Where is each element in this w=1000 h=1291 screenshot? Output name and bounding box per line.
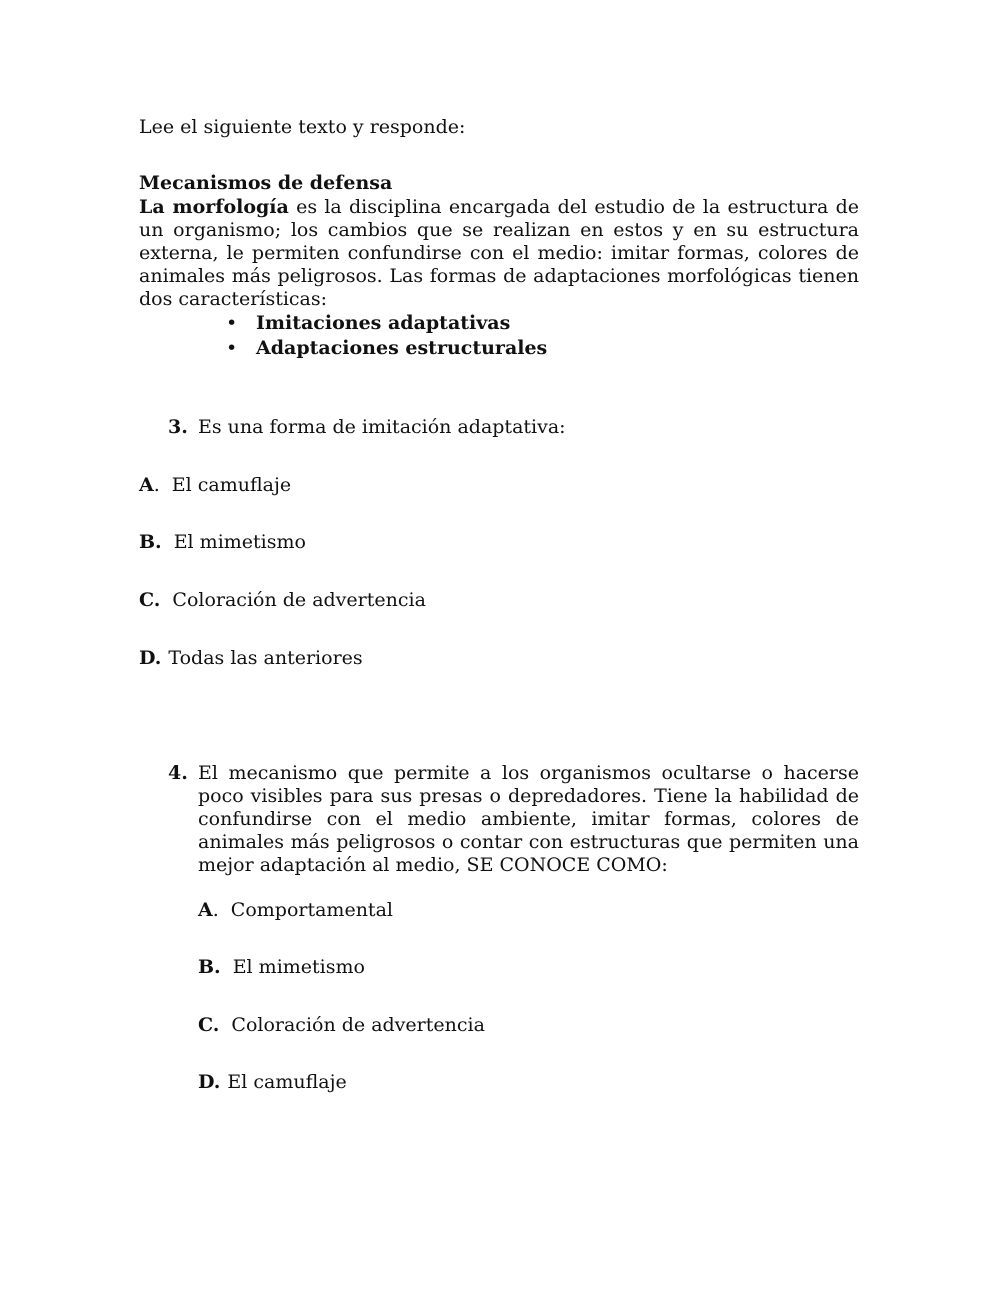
q4-option-d[interactable] bbox=[198, 1071, 347, 1093]
characteristics-list bbox=[226, 311, 547, 361]
q4-option-c[interactable] bbox=[198, 1014, 485, 1036]
option-letter: A bbox=[198, 899, 213, 921]
option-text: El camuflaje bbox=[171, 474, 292, 496]
list-item-label: Adaptaciones estructurales bbox=[256, 337, 548, 359]
reading-title: Mecanismos de defensa bbox=[139, 172, 393, 194]
option-letter: C. bbox=[198, 1014, 220, 1036]
q4-option-b[interactable] bbox=[198, 956, 365, 978]
option-letter: D. bbox=[139, 647, 162, 669]
q3-option-c[interactable] bbox=[139, 589, 426, 611]
option-text: Coloración de advertencia bbox=[172, 589, 426, 611]
question-4-number: 4. bbox=[168, 762, 188, 784]
reading-paragraph bbox=[139, 196, 859, 311]
option-sep: . bbox=[153, 474, 160, 496]
q3-option-b[interactable] bbox=[139, 531, 306, 553]
question-3-number: 3. bbox=[168, 416, 188, 438]
option-letter: A bbox=[139, 474, 154, 496]
list-item bbox=[226, 311, 547, 336]
list-item bbox=[226, 336, 547, 361]
bullet-icon: • bbox=[226, 312, 238, 334]
option-text: El camuflaje bbox=[227, 1071, 347, 1093]
option-text: Coloración de advertencia bbox=[231, 1014, 485, 1036]
question-3-text: Es una forma de imitación adaptativa: bbox=[198, 416, 566, 438]
question-4-text: El mecanismo que permite a los organismos ocultarse o hacerse poco visibles para sus presas o depredadores. Tiene la habilidad de confundirse con el medio ambiente, imitar formas, colores de animales más peligrosos o contar con estructuras que permiten una mejor adaptación al medio, SE CONOCE COMO: bbox=[198, 762, 859, 876]
list-item-label: Imitaciones adaptativas bbox=[256, 312, 511, 334]
option-text: El mimetismo bbox=[173, 531, 306, 553]
instruction: Lee el siguiente texto y responde: bbox=[139, 116, 466, 138]
q3-option-d[interactable] bbox=[139, 647, 363, 669]
option-sep: . bbox=[212, 899, 219, 921]
option-letter: C. bbox=[139, 589, 161, 611]
option-text: Todas las anteriores bbox=[168, 647, 363, 669]
option-text: El mimetismo bbox=[232, 956, 365, 978]
option-letter: B. bbox=[198, 956, 221, 978]
option-letter: B. bbox=[139, 531, 162, 553]
bullet-icon: • bbox=[226, 337, 238, 359]
option-letter: D. bbox=[198, 1071, 221, 1093]
option-text: Comportamental bbox=[230, 899, 393, 921]
reading-lead-bold: La morfología bbox=[139, 196, 289, 218]
q4-option-a[interactable] bbox=[198, 899, 393, 921]
q3-option-a[interactable] bbox=[139, 474, 291, 496]
reading-body: es la disciplina encargada del estudio de la estructura de un organismo; los cambios que se realizan en estos y en su estructura externa, le permiten confundirse con el medio: imitar formas, colores de animales más peligrosos. Las formas de adaptaciones morfológicas tienen dos características: bbox=[139, 196, 860, 310]
